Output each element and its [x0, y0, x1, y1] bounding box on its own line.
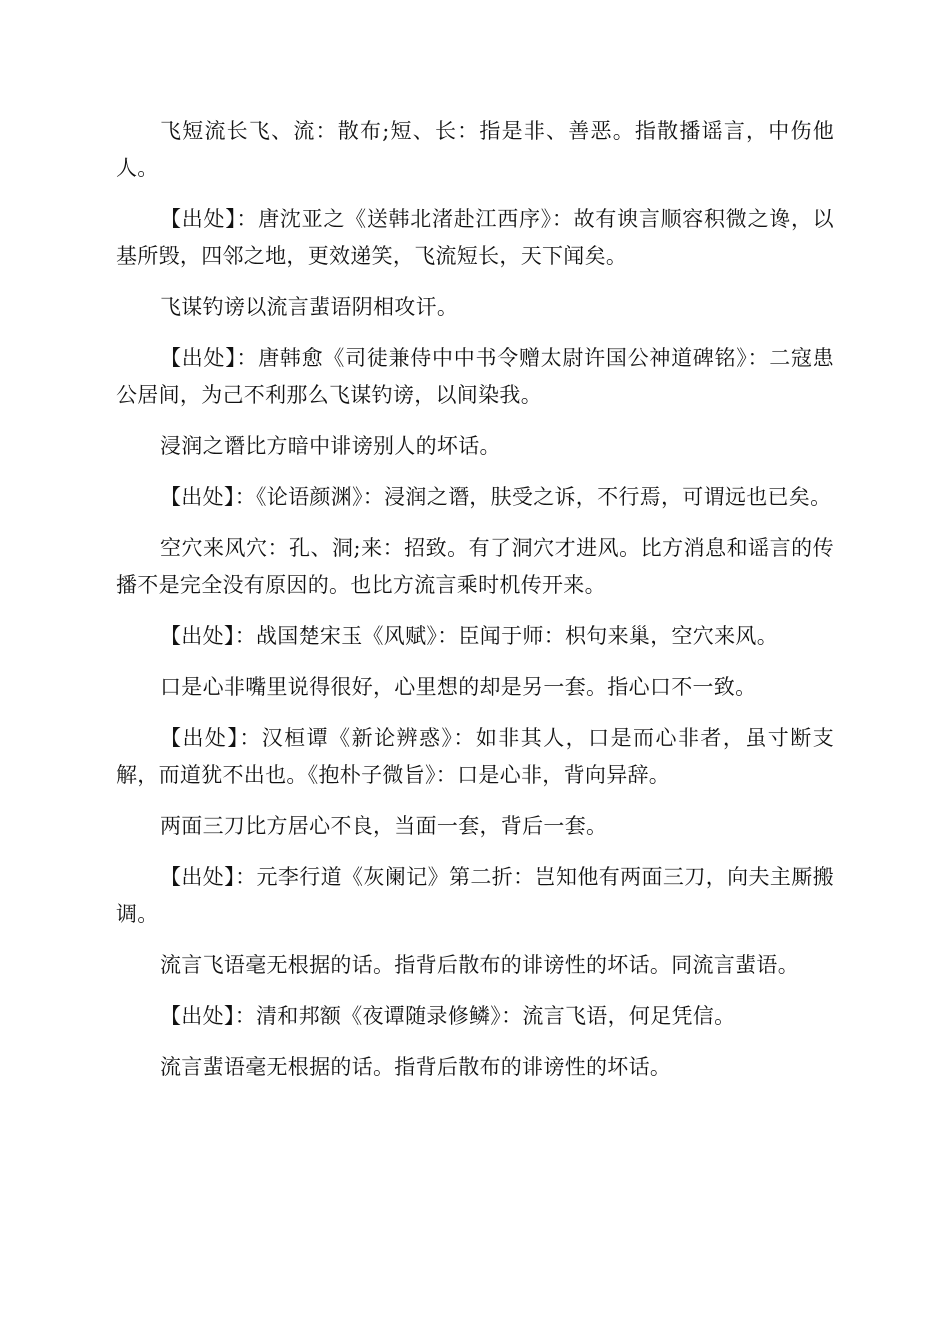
idiom-entry-koushixinfei: 口是心非嘴里说得很好，心里想的却是另一套。指心口不一致。 [160, 675, 757, 699]
source-citation: 【出处】：战国楚宋玉《风赋》：臣闻于师：枳句来巢，空穴来风。 [160, 624, 778, 648]
source-citation: 【出处】：唐沈亚之《送韩北渚赴江西序》：故有谀言顺容积微之谗，以基所毁，四邻之地，更效递笑，飞流短长，天下闻矣。 [116, 207, 834, 268]
idiom-entry-feimoudiaobang: 飞谋钓谤以流言蜚语阴相攻讦。 [160, 295, 459, 319]
source-citation: 【出处】：元李行道《灰阑记》第二折：岂知他有两面三刀，向夫主厮搬调。 [116, 865, 834, 926]
document-body [116, 113, 834, 1100]
source-citation: 【出处】：《论语颜渊》：浸润之谮，肤受之诉，不行焉，可谓远也已矣。 [160, 485, 832, 509]
source-citation: 【出处】：汉桓谭《新论辨惑》：如非其人，口是而心非者，虽寸断支解，而道犹不出也。《抱朴子微旨》：口是心非，背向异辞。 [116, 726, 834, 787]
idiom-entry-liuyanfeiyu: 流言飞语毫无根据的话。指背后散布的诽谤性的坏话。同流言蜚语。 [160, 953, 799, 977]
source-citation: 【出处】：唐韩愈《司徒兼侍中中书令赠太尉许国公神道碑铭》：二寇患公居间，为己不利那么飞谋钓谤，以间染我。 [116, 346, 834, 407]
idiom-entry-kongxuelaifeng: 空穴来风穴：孔、洞;来：招致。有了洞穴才进风。比方消息和谣言的传播不是完全没有原因的。也比方流言乘时机传开来。 [116, 536, 834, 597]
source-citation: 【出处】：清和邦额《夜谭随录修鳞》：流言飞语，何足凭信。 [160, 1004, 736, 1028]
idiom-entry-jinrunzhizen: 浸润之谮比方暗中诽谤别人的坏话。 [160, 434, 501, 458]
idiom-entry-liangmiansandao: 两面三刀比方居心不良，当面一套，背后一套。 [160, 814, 608, 838]
idiom-entry-feiduanliuchang: 飞短流长飞、流：散布;短、长：指是非、善恶。指散播谣言，中伤他人。 [116, 119, 834, 180]
idiom-entry-liuyanfeiyu-2: 流言蜚语毫无根据的话。指背后散布的诽谤性的坏话。 [160, 1055, 672, 1079]
